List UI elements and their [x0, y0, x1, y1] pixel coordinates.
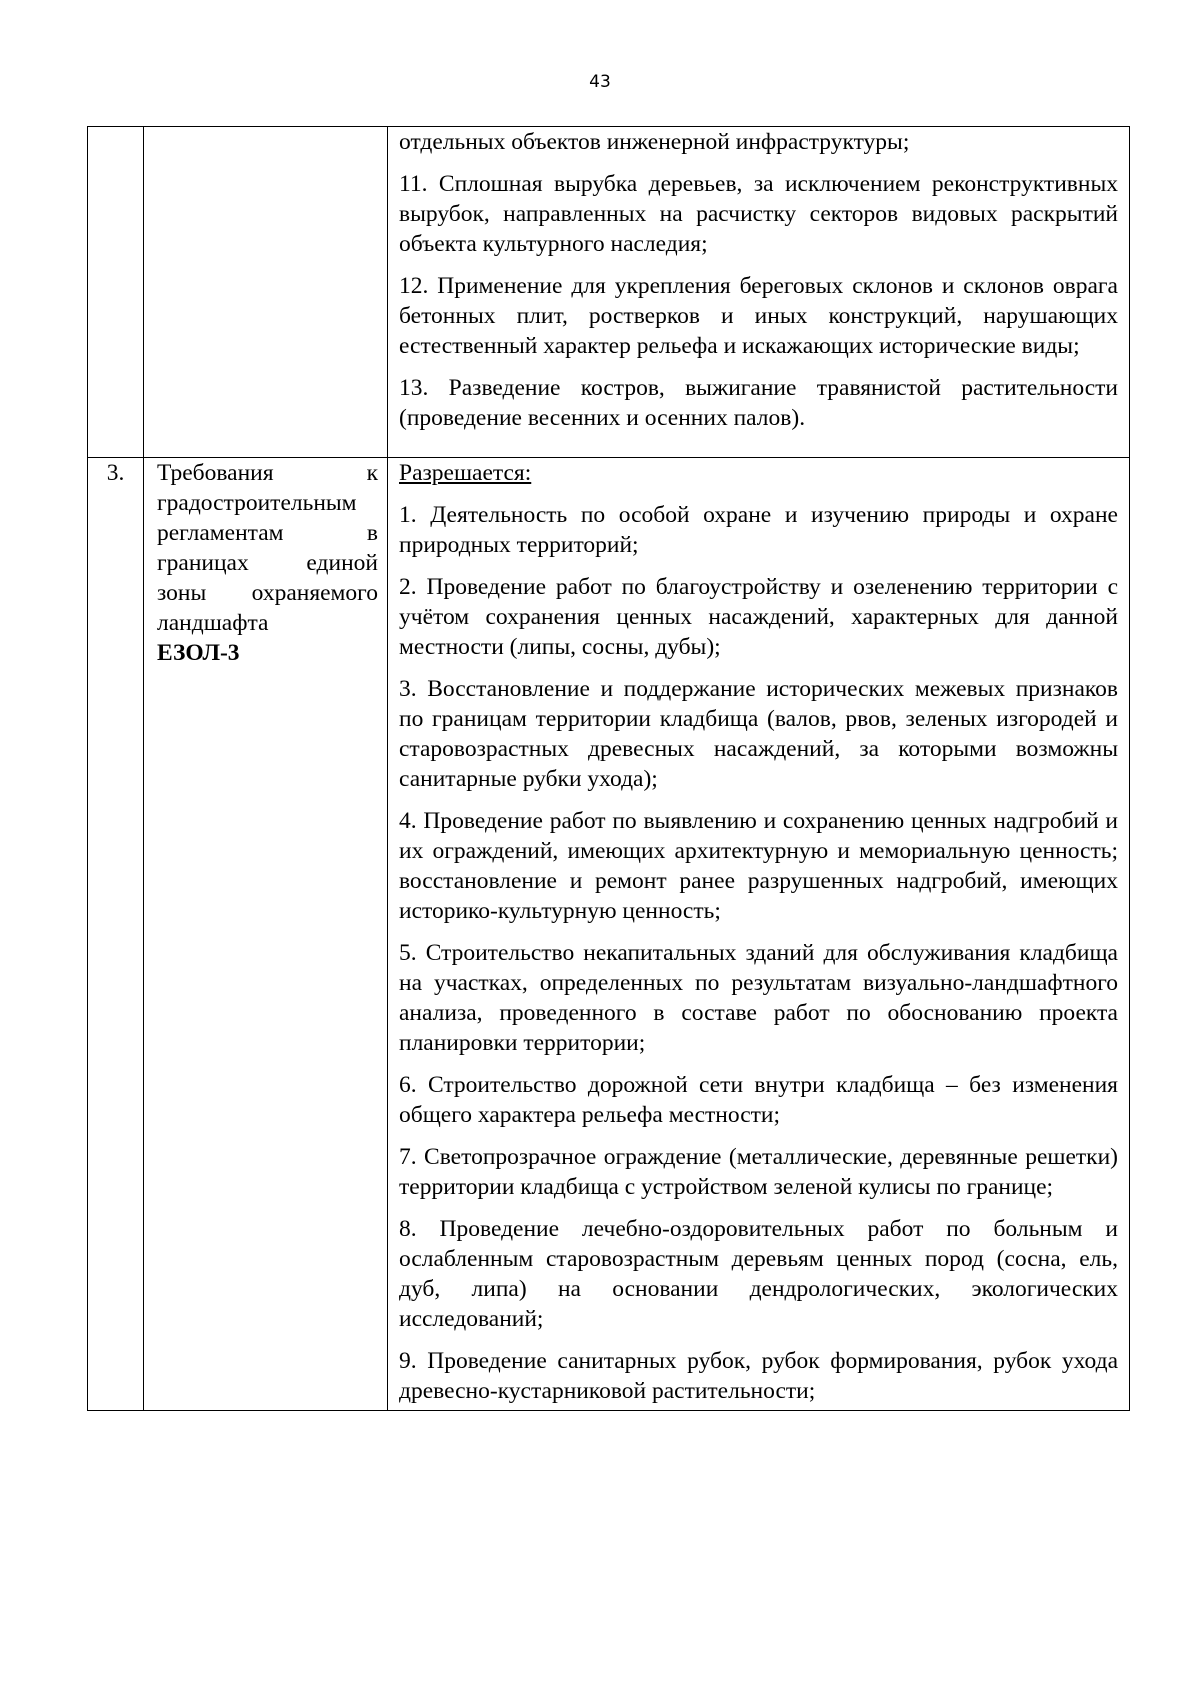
row-title: Требования к градостроительным регламентам в границах единой зоны охраняемого ландшафта [157, 460, 378, 636]
list-item: 2. Проведение работ по благоустройству и озеленению территории с учётом сохранения ценных насаждений, характерных для данной местности (липы, сосны, дубы); [399, 574, 1118, 660]
list-item: отдельных объектов инженерной инфраструктуры; [399, 129, 910, 155]
row-content-cell [388, 458, 1130, 1411]
list-item: 6. Строительство дорожной сети внутри кладбища – без изменения общего характера рельефа местности; [399, 1072, 1118, 1128]
regulations-table [87, 126, 1130, 1411]
list-item: 5. Строительство некапитальных зданий для обслуживания кладбища на участках, определенных по результатам визуально-ландшафтного анализа, проведенного в составе работ по обоснованию проекта планировки территории; [399, 940, 1118, 1056]
row-title-cell [144, 458, 388, 1411]
page-number: 43 [589, 72, 611, 92]
list-item: 4. Проведение работ по выявлению и сохранению ценных надгробий и их ограждений, имеющих архитектурную и мемориальную ценность; восстановление и ремонт ранее разрушенных надгробий, имеющих историко-культурную ценность; [399, 808, 1118, 924]
list-item: 8. Проведение лечебно-оздоровительных работ по больным и ослабленным старовозрастным деревьям ценных пород (сосна, ель, дуб, липа) на основании дендрологических, экологических исследований; [399, 1216, 1118, 1332]
list-item: 13. Разведение костров, выжигание травянистой растительности (проведение весенних и осенних палов). [399, 375, 1118, 431]
allowed-heading: Разрешается: [399, 460, 532, 486]
list-item: 12. Применение для укрепления береговых склонов и склонов оврага бетонных плит, ростверков и иных конструкций, нарушающих естественный характер рельефа и искажающих исторические виды; [399, 273, 1118, 359]
table-row-continuation [88, 127, 1130, 458]
list-item: 9. Проведение санитарных рубок, рубок формирования, рубок ухода древесно-кустарниковой растительности; [399, 1348, 1118, 1404]
table-row-3 [88, 458, 1130, 1411]
list-item: 11. Сплошная вырубка деревьев, за исключением реконструктивных вырубок, направленных на расчистку секторов видовых раскрытий объекта культурного наследия; [399, 171, 1118, 257]
zone-code: ЕЗОЛ-3 [157, 640, 240, 666]
list-item: 7. Светопрозрачное ограждение (металлические, деревянные решетки) территории кладбища с устройством зеленой кулисы по границе; [399, 1144, 1118, 1200]
row-content-cell [388, 127, 1130, 458]
list-item: 1. Деятельность по особой охране и изучению природы и охране природных территорий; [399, 502, 1118, 558]
row-number-cell [88, 127, 144, 458]
row-number: 3. [88, 458, 144, 1411]
row-title-cell [144, 127, 388, 458]
list-item: 3. Восстановление и поддержание исторических межевых признаков по границам территории кладбища (валов, рвов, зеленых изгородей и старовозрастных древесных насаждений, за которыми возможны санитарные рубки ухода); [399, 676, 1118, 792]
